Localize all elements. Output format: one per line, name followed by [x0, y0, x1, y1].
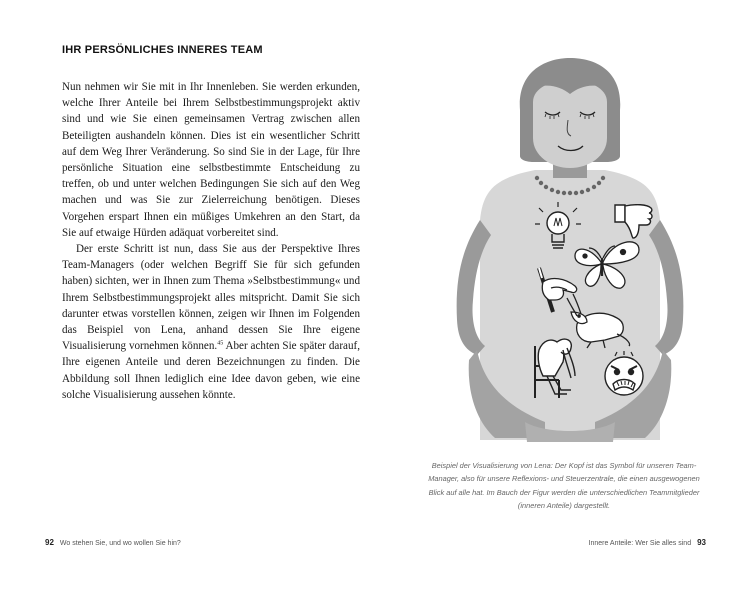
paragraph-2: [62, 241, 360, 403]
paragraph-2-tail: Aber achten Sie später darauf, Ihre eigenen Anteile und deren Bezeichnungen zu finden. Die Abbildung soll Ihnen lediglich eine Idee davon geben, wie eine solche Visualisierung aussehen könnte.: [62, 340, 360, 401]
running-head-right: Innere Anteile: Wer Sie alles sind: [588, 540, 692, 547]
inner-team-illustration: [425, 50, 715, 450]
left-footer: [45, 538, 181, 547]
figure-caption: Beispiel der Visualisierung von Lena: Der Kopf ist das Symbol für unseren Team-Manager, also für unsere Reflexions- und Steuerzentrale, die einen ausgewogenen Blick auf alle hat. Im Bauch der Figur werden die unterschiedlichen Teammitglieder (inneren Anteile) dargestellt.: [428, 461, 700, 511]
paragraph-1: Nun nehmen wir Sie mit in Ihr Innenleben. Sie werden erkunden, welche Ihrer Anteile bei Ihrem Selbstbestimmungsprojekt aktiv sind und wie Sie einen gemeinsamen Vertrag zwischen allen Beteiligten aushandeln können. Dies ist ein wesentlicher Schritt auf dem Weg Ihrer Veränderung. So sind Sie in der Lage, für Ihre persönliche Situation eine selbstbestimmte Entscheidung zu treffen, ob und unter welchen Bedingungen Sie sich auf den Weg machen und was Sie zur Zielerreichung benötigen. Dieses Vorgehen erspart Ihnen ein müßiges Umkehren an den Start, da Sie auf etwaige Hürden adäquat vorbereitet sind.: [62, 81, 360, 239]
team-manager-head: [520, 58, 620, 168]
footnote-ref[interactable]: 45: [217, 340, 224, 347]
body-text: [62, 79, 360, 403]
right-footer: [589, 538, 707, 547]
figure-body: [457, 152, 684, 442]
page-number-left: 92: [45, 538, 54, 547]
section-heading: IHR PERSÖNLICHES INNERES TEAM: [62, 44, 263, 56]
paragraph-2-text: Der erste Schritt ist nun, dass Sie aus der Perspektive Ihres Team-Managers (oder welchen Begriff Sie für sich gefunden haben) sichten, wer in Ihnen zum Thema »Selbstbestimmung« und Ihrem Selbstbestimmungsprojekt alles mitspricht. Damit Sie sich darunter etwas vorstellen können, zeigen wir Ihnen im Folgenden das Beispiel von Lena, anhand dessen Sie Ihre eigene Visualisierung vornehmen können.: [62, 243, 360, 353]
page-number-right: 93: [697, 538, 706, 547]
running-head-left: Wo stehen Sie, und wo wollen Sie hin?: [59, 540, 181, 547]
right-page: [375, 0, 750, 597]
